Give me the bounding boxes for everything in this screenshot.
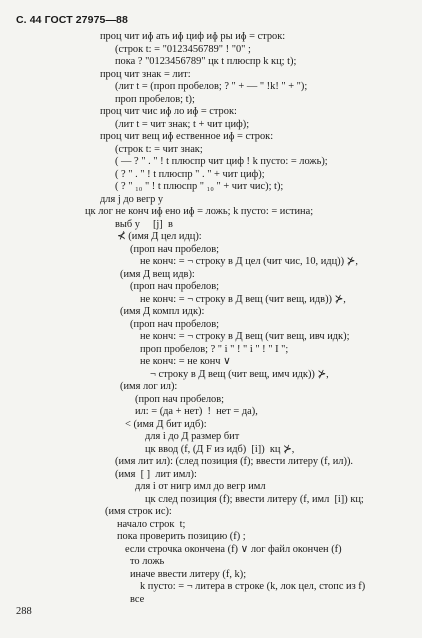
code-line: (лит t = (проп пробелов; ? " + — " !k! " + "); [115,81,308,92]
code-line: начало строк t; [117,519,186,530]
code-line: ил: = (да + нет) ! нет = да), [135,406,258,417]
code-line: ( ? " . " ! t плюспр " . " + чит циф); [115,169,265,180]
code-line: (имя [ ] лит имл): [115,469,197,480]
code-line: проц чит иɸ ать иɸ циф иɸ ры иɸ = строк: [100,31,286,42]
code-line: для i от нигр имл до вегр имл [135,481,266,492]
code-line: не конч: = ¬ строку в Д вещ (чит вещ, идв)) ⊁, [140,294,346,305]
code-line: (имя строк ис): [105,506,172,517]
code-line: (имя лог ил): [120,381,178,392]
code-line: < (имя Д бит идб): [125,419,207,430]
code-line: пока ? "0123456789" цк t плюспр k кц; t); [115,56,297,67]
code-line: проц чит вещ иɸ ественное иɸ = строк: [100,131,274,142]
code-line: пока проверить позицию (f) ; [117,531,246,542]
code-line: (строк t: = "0123456789" ! "0" ; [115,44,251,55]
code-line: цк след позиция (f); ввести литеру (f, имл [i]) кц; [145,494,364,505]
code-line: проц чит знак = лит: [100,69,191,80]
code-line: то ложь [130,556,165,567]
code-line: (имя Д компл идк): [120,306,205,317]
code-line: все [130,594,145,605]
code-line: выб у [j] в [115,219,173,230]
code-line: если строчка окончена (f) ∨ лог файл окончен (f) [125,544,342,555]
code-line: проп пробелов; ? " i " ! " i " ! " I "; [140,344,289,355]
page-number: 288 [16,606,32,617]
code-line: (проп нач пробелов; [130,319,220,330]
code-line: (имя лит ил): (след позиция (f); ввести литеру (f, ил)). [115,456,354,467]
code-line: проп пробелов; t); [115,94,195,105]
code-line: (строк t: = чит знак; [115,144,203,155]
code-line: k пусто: = ¬ литера в строке (k, лок цел, стопс из f) [140,581,366,592]
code-line: ¬ строку в Д вещ (чит вещ, имч идк)) ⊁, [150,369,329,380]
code-line: не конч: = ¬ строку в Д вещ (чит вещ, ивч идк); [140,331,350,342]
code-line: для i до Д размер бит [145,431,240,442]
code-line: (проп нач пробелов; [130,244,220,255]
code-line: цк лог не конч иɸ ено иɸ = ложь; k пусто: = истина; [85,206,314,217]
code-line: иначе ввести литеру (f, k); [130,569,247,580]
code-line: не конч: = ¬ строку в Д цел (чит чис, 10, идц)) ⊁, [140,256,358,267]
code-line: ⊀ (имя Д цел идц): [117,231,202,242]
code-line: (проп нач пробелов; [130,281,220,292]
page-header: С. 44 ГОСТ 27975—88 [16,14,128,26]
code-line: цк ввод (f, (Д F из идб) [i]) кц ⊁, [145,444,295,455]
code-line: не конч: = не конч ∨ [140,356,231,367]
code-line: (имя Д вещ идв): [120,269,195,280]
code-line: (лит t = чит знак; t + чит циф); [115,119,250,130]
code-line: ( — ? " . " ! t плюспр чит циф ! k пусто: = ложь); [115,156,328,167]
code-line: ( ? " ₁₀ " ! t плюспр " ₁₀ " + чит чис); t); [115,181,284,192]
code-line: (проп нач пробелов; [135,394,225,405]
code-line: проц чит чис иɸ ло иɸ = строк: [100,106,237,117]
code-line: для j до вегр у [100,194,164,205]
